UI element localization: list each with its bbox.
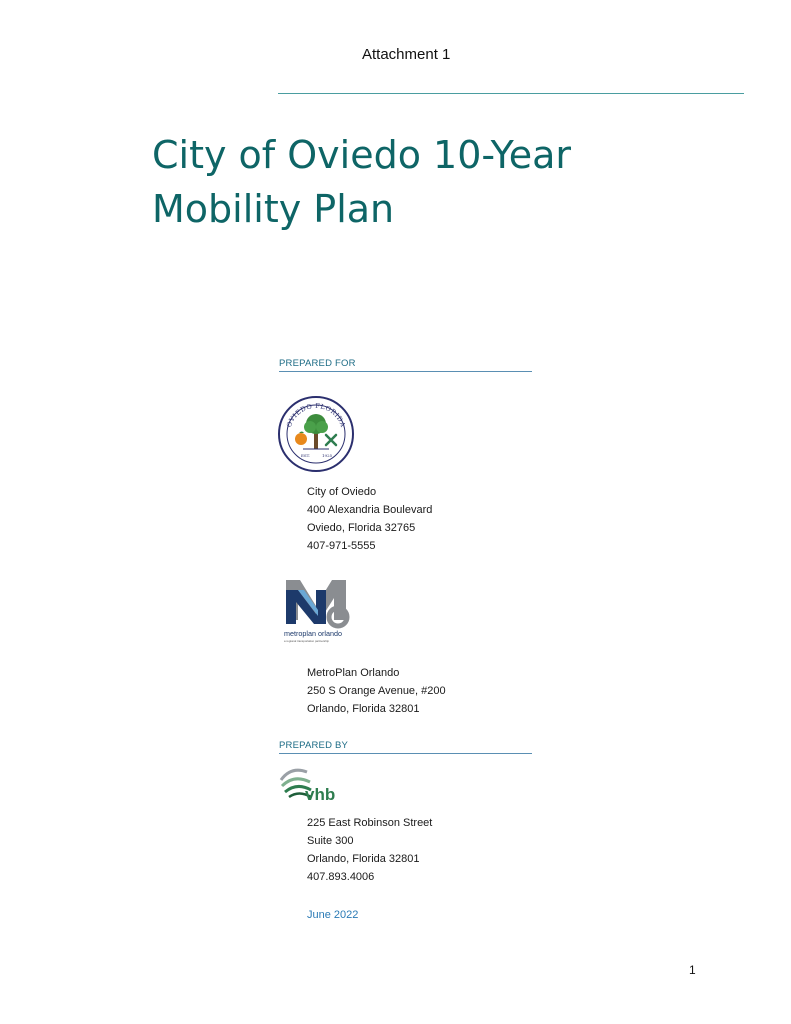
- vhb-address-block: [307, 814, 432, 886]
- title-line-1: City of Oviedo 10-Year: [152, 133, 572, 177]
- metroplan-logo: [282, 576, 354, 646]
- page-number: 1: [689, 963, 696, 977]
- prepared-for-label: PREPARED FOR: [279, 358, 356, 369]
- publication-date: June 2022: [307, 909, 359, 921]
- prepared-by-rule: [279, 753, 532, 754]
- title-line-2: Mobility Plan: [152, 187, 395, 231]
- vhb-street: 225 East Robinson Street: [307, 817, 433, 829]
- metroplan-street: 250 S Orange Avenue, #200: [307, 685, 446, 697]
- oviedo-phone: 407-971-5555: [307, 540, 376, 552]
- metroplan-address-block: [307, 664, 446, 718]
- oviedo-name: City of Oviedo: [307, 486, 377, 498]
- seal-year-left: EST.: [301, 453, 311, 458]
- seal-top-text: OVIEDO FLORIDA: [284, 401, 348, 429]
- vhb-citystate: Orlando, Florida 32801: [307, 853, 420, 865]
- prepared-for-rule: [279, 371, 532, 372]
- metroplan-name: MetroPlan Orlando: [307, 667, 400, 679]
- oviedo-seal-logo: [277, 395, 355, 473]
- seal-year-right: 1925: [322, 453, 333, 458]
- document-title: [152, 128, 712, 236]
- vhb-suite: Suite 300: [307, 835, 354, 847]
- attachment-label: Attachment 1: [362, 46, 451, 63]
- header-rule: [278, 93, 744, 94]
- prepared-by-label: PREPARED BY: [279, 740, 349, 751]
- vhb-phone: 407.893.4006: [307, 871, 375, 883]
- vhb-logo: [279, 766, 349, 806]
- vhb-wordmark: vhb: [305, 785, 336, 804]
- oviedo-address-block: [307, 483, 432, 555]
- oviedo-street: 400 Alexandria Boulevard: [307, 504, 433, 516]
- metroplan-tagline: a regional transportation partnership: [284, 639, 329, 643]
- metroplan-citystate: Orlando, Florida 32801: [307, 703, 420, 715]
- metroplan-wordmark: metroplan orlando: [284, 629, 342, 638]
- oviedo-citystate: Oviedo, Florida 32765: [307, 522, 416, 534]
